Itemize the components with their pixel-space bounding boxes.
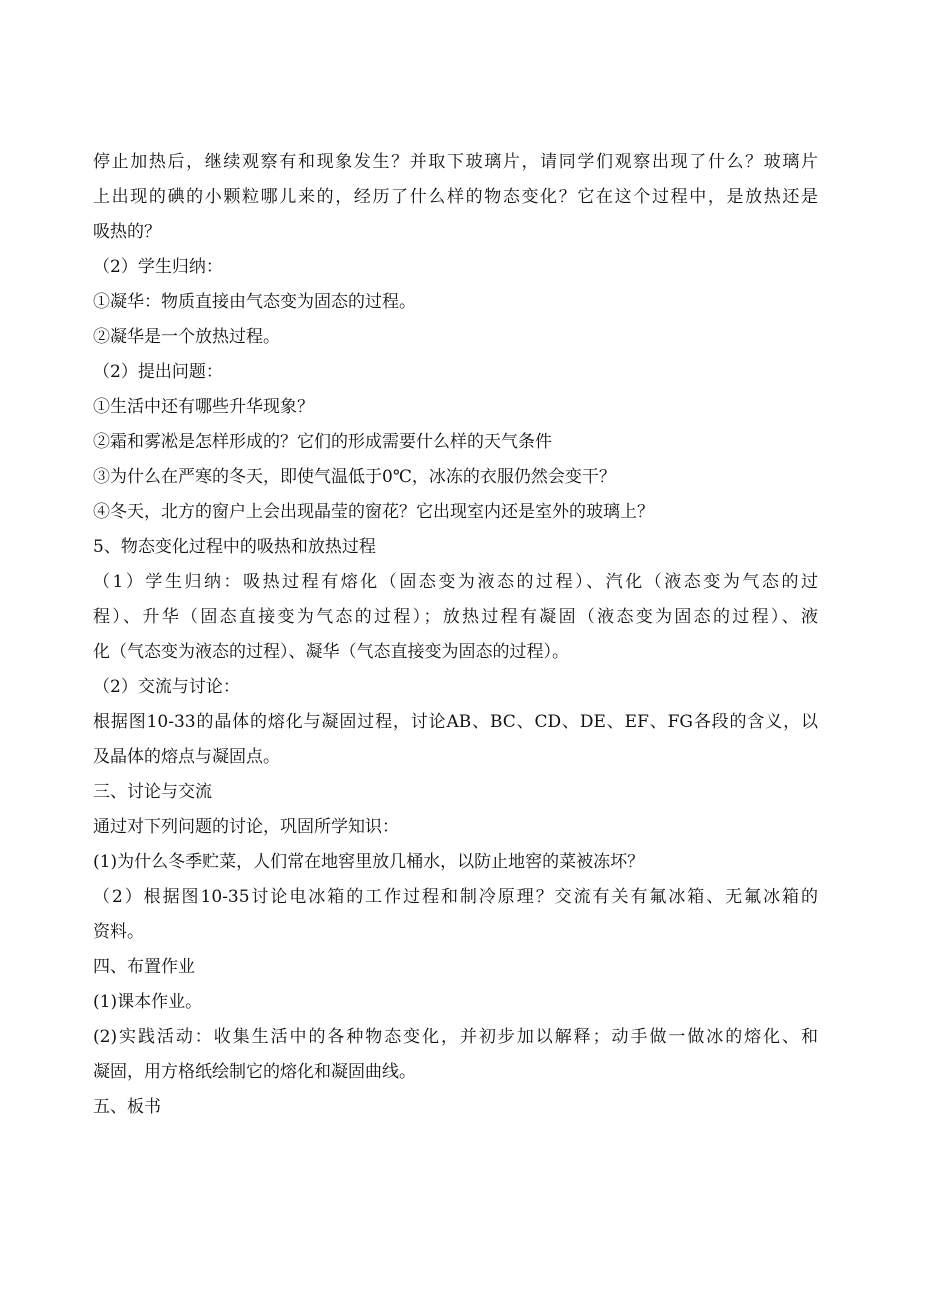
document-body xyxy=(93,145,818,1125)
text-line: (1)课本作业。 xyxy=(93,992,203,1012)
text-line: 停止加热后，继续观察有和现象发生？并取下玻璃片，请同学们观察出现了什么？玻璃片 xyxy=(93,152,818,172)
text-line: (1)为什么冬季贮菜，人们常在地窖里放几桶水，以防止地窖的菜被冻坏？ xyxy=(93,852,645,872)
text-line: （1）学生归纳：吸热过程有熔化（固态变为液态的过程）、汽化（液态变为气态的过 xyxy=(93,572,818,592)
text-line: （2）提出问题： xyxy=(93,362,223,382)
section-heading: 四、布置作业 xyxy=(93,957,195,977)
text-line: 及晶体的熔点与凝固点。 xyxy=(93,747,280,767)
text-line: 通过对下列问题的讨论，巩固所学知识： xyxy=(93,817,399,837)
text-line: 程）、升华（固态直接变为气态的过程）；放热过程有凝固（液态变为固态的过程）、液 xyxy=(93,607,818,627)
text-line: 凝固，用方格纸绘制它的熔化和凝固曲线。 xyxy=(93,1062,416,1082)
text-line: 根据图10-33的晶体的熔化与凝固过程，讨论AB、BC、CD、DE、EF、FG各段的含义，以 xyxy=(93,712,818,732)
text-line: （2）根据图10-35讨论电冰箱的工作过程和制冷原理？交流有关有氟冰箱、无氟冰箱的 xyxy=(93,887,818,907)
section-heading: 五、板书 xyxy=(93,1097,161,1117)
text-line: (2)实践活动：收集生活中的各种物态变化，并初步加以解释；动手做一做冰的熔化、和 xyxy=(93,1027,818,1047)
text-line: ②霜和雾凇是怎样形成的？它们的形成需要什么样的天气条件 xyxy=(93,432,552,452)
text-line: （2）学生归纳： xyxy=(93,257,223,277)
text-line: 上出现的碘的小颗粒哪儿来的，经历了什么样的物态变化？它在这个过程中，是放热还是 xyxy=(93,187,818,207)
text-line: ①生活中还有哪些升华现象？ xyxy=(93,397,314,417)
text-line: ④冬天，北方的窗户上会出现晶莹的窗花？它出现室内还是室外的玻璃上？ xyxy=(93,502,654,522)
text-line: 资料。 xyxy=(93,922,144,942)
text-line: 吸热的？ xyxy=(93,222,161,242)
text-line: 化（气态变为液态的过程）、凝华（气态直接变为固态的过程）。 xyxy=(93,642,569,662)
text-line: ①凝华：物质直接由气态变为固态的过程。 xyxy=(93,292,416,312)
section-heading: 三、讨论与交流 xyxy=(93,782,212,802)
text-line: （2）交流与讨论： xyxy=(93,677,240,697)
section-heading: 5、物态变化过程中的吸热和放热过程 xyxy=(93,537,376,557)
text-line: ③为什么在严寒的冬天，即使气温低于0℃，冰冻的衣服仍然会变干？ xyxy=(93,467,616,487)
text-line: ②凝华是一个放热过程。 xyxy=(93,327,280,347)
